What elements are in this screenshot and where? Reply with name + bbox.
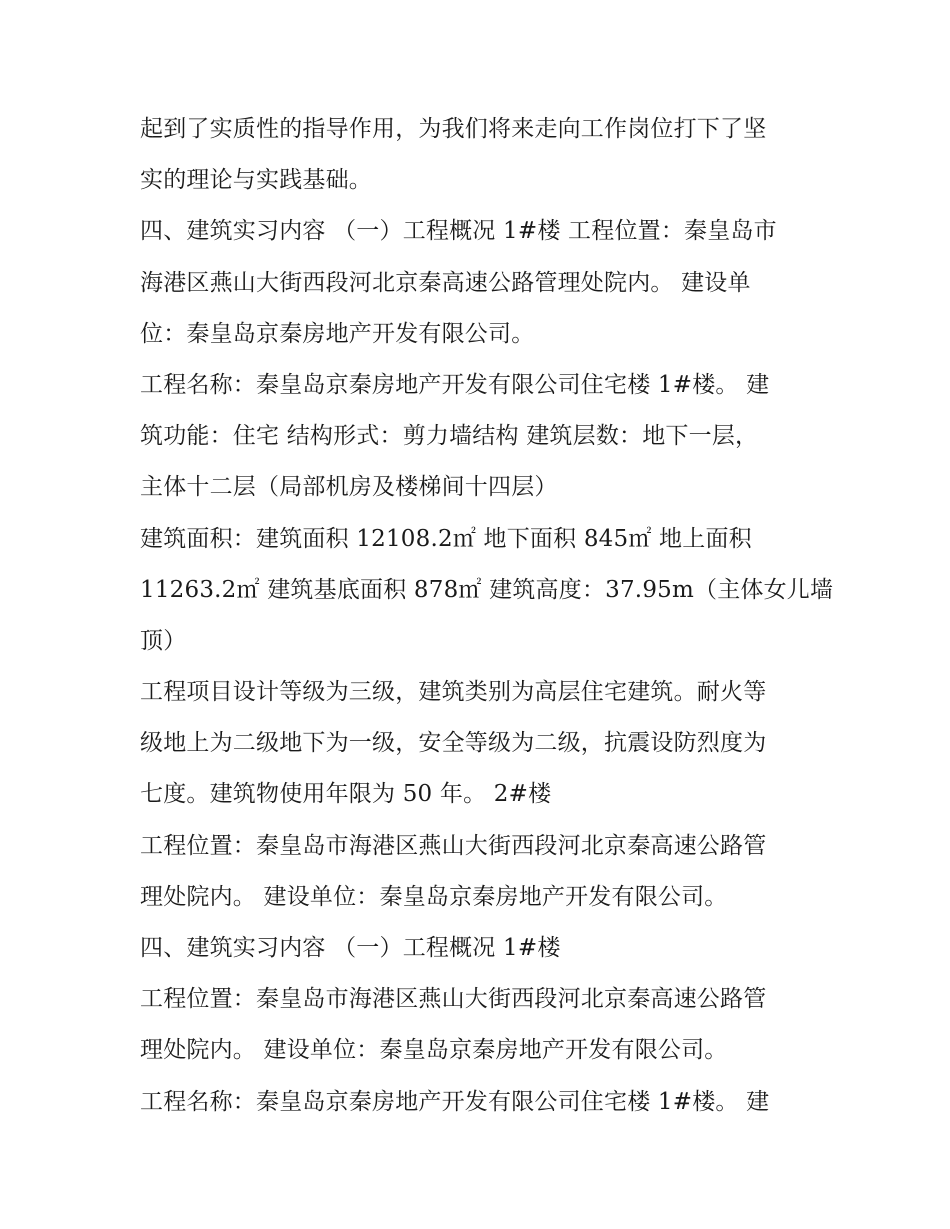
text-line: 海港区燕山大街西段河北京秦高速公路管理处院内。 建设单 (140, 269, 751, 296)
text-line: 理处院内。 建设单位：秦皇岛京秦房地产开发有限公司。 (140, 1037, 728, 1064)
text-line: 实的理论与实践基础。 (140, 167, 372, 194)
document-body (140, 104, 834, 1128)
text-line: 工程位置：秦皇岛市海港区燕山大街西段河北京秦高速公路管 (140, 832, 767, 859)
text-line: 位：秦皇岛京秦房地产开发有限公司。 (140, 320, 535, 347)
text-line: 四、建筑实习内容 （一）工程概况 1#楼 (140, 935, 561, 961)
text-line: 级地上为二级地下为一级，安全等级为二级，抗震设防烈度为 (140, 730, 767, 757)
text-line: 起到了实质性的指导作用，为我们将来走向工作岗位打下了坚 (140, 116, 767, 142)
text-line: 工程项目设计等级为三级，建筑类别为高层住宅建筑。耐火等 (140, 679, 767, 706)
text-line: 工程名称：秦皇岛京秦房地产开发有限公司住宅楼 1#楼。 建 (140, 1088, 770, 1115)
text-line: 筑功能：住宅 结构形式：剪力墙结构 建筑层数：地下一层， (140, 423, 759, 450)
text-line: 理处院内。 建设单位：秦皇岛京秦房地产开发有限公司。 (140, 883, 728, 910)
text-line: 建筑面积：建筑面积 12108.2㎡ 地下面积 845㎡ 地上面积 (140, 525, 752, 552)
text-line: 主体十二层（局部机房及楼梯间十四层） (140, 474, 558, 501)
text-line: 11263.2㎡ 建筑基底面积 878㎡ 建筑高度：37.95m（主体女儿墙 (140, 576, 834, 603)
text-line: 工程位置：秦皇岛市海港区燕山大街西段河北京秦高速公路管 (140, 986, 767, 1013)
text-line: 七度。建筑物使用年限为 50 年。 2#楼 (140, 781, 552, 808)
text-line: 四、建筑实习内容 （一）工程概况 1#楼 工程位置：秦皇岛市 (140, 218, 777, 245)
text-line: 顶） (140, 627, 187, 654)
text-line: 工程名称：秦皇岛京秦房地产开发有限公司住宅楼 1#楼。 建 (140, 371, 770, 398)
